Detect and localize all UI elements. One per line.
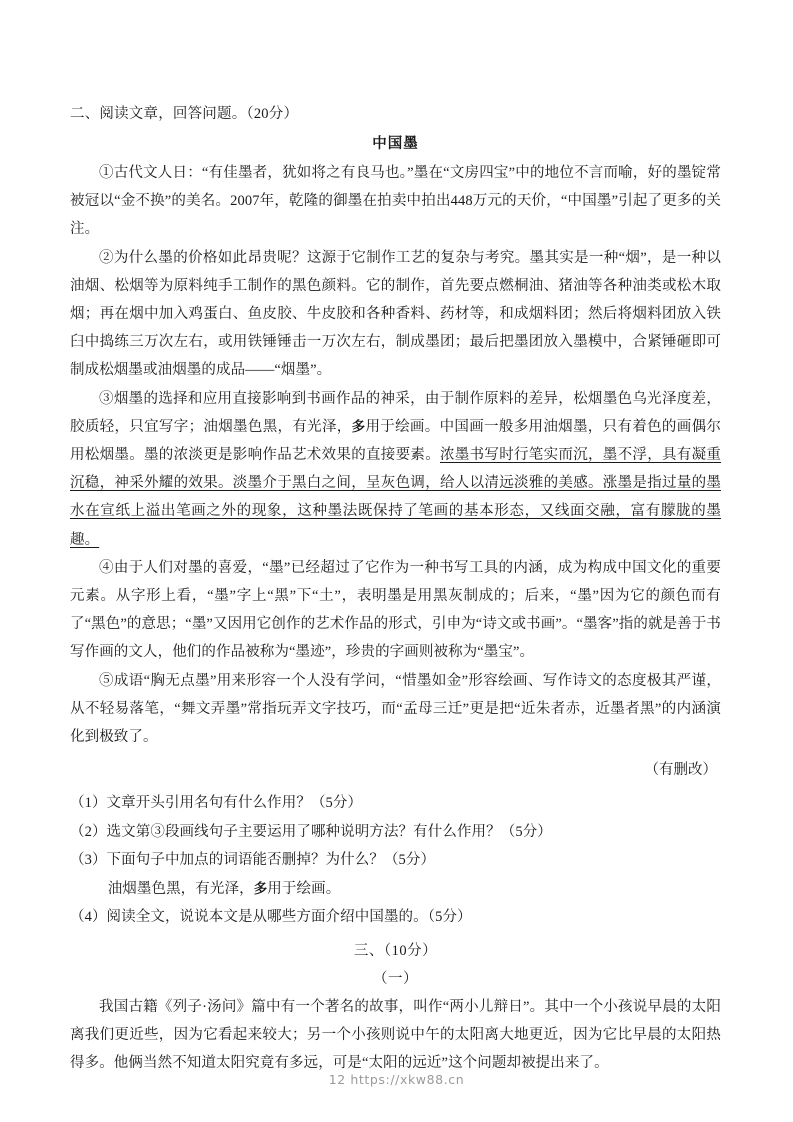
paragraph-5 (70, 667, 721, 752)
text-run: 我国古籍《列子·汤问》篇中有一个著名的故事，叫作“两小儿辩日”。其中一个小孩说早晨的太阳离我们更近些，因为它看起来较大；另一个小孩则说中午的太阳离大地更近，因为它比早晨的太阳热得多。他俩当然不知道太阳究竟有多远，可是“太阳的远近”这个问题却被提出来了。 (70, 998, 721, 1072)
text-run: ③烟墨的选择和应用直接影响到书画作品的神采，由于制作原料的差异，松烟墨色乌光泽度差，胶质轻，只宜写字；油烟墨色黑，有光泽， (70, 390, 721, 435)
underlined-sentence: 浓墨书写时行笔实而沉，墨不浮，具有凝重沉稳，神采外耀的效果。淡墨介于黑白之间，呈灰色调，给人以清远淡雅的美感。涨墨是指过量的墨水在宣纸上溢出笔画之外的现象，这种墨法既保持了笔画的基本形态，又线面交融，富有朦胧的墨趣。 (70, 447, 721, 548)
question-4: （4）阅读全文，说说本文是从哪些方面介绍中国墨的。（5分） (70, 909, 472, 926)
footer-watermark: 12 https://xkw88.cn (328, 1072, 465, 1087)
text-run: ②为什么墨的价格如此昂贵呢？这源于它制作工艺的复杂与考究。墨其实是一种“烟”，是一种以油烟、松烟等为原料纯手工制作的黑色颜料。它的制作，首先要点燃桐油、猪油等各种油类或松木取烟；再在烟中加入鸡蛋白、鱼皮胶、牛皮胶和各种香料、药材等，和成烟料团；然后将烟料团放入铁臼中捣练三万次左右，或用铁锤锤击一万次左右，制成墨团；最后把墨团放入墨模中，合紧锤砸即可制成松烟墨或油烟墨的成品——“烟墨”。 (70, 249, 721, 379)
text-run: 用于绘画。中国画一般多用油烟墨，只有着色的画偶尔用松烟墨。墨的浓淡更是影响作品艺术效果的直接要素。 (70, 418, 721, 464)
paragraph-3 (70, 385, 721, 554)
emphasized-word: 多 (253, 880, 268, 897)
question-3-quote (70, 875, 721, 904)
paragraph-2 (70, 244, 721, 385)
text-run: ④由于人们对墨的喜爱，“墨”已经超过了它作为一种书写工具的内涵，成为构成中国文化的重要元素。从字形上看，“墨”字上“黑”下“土”，表明墨是用黑灰制成的；后来，“墨”因为它的颜色而有了“黑色”的意思；“墨”又因用它创作的艺术作品的形式，引申为“诗文或书画”。“墨客”指的就是善于书写作画的文人，他们的作品被称为“墨迹”，珍贵的字画则被称为“墨宝”。 (70, 559, 721, 661)
paragraph-4 (70, 554, 721, 667)
attribution-note: （有删改） (644, 762, 717, 779)
section-three-paragraph-1 (70, 993, 721, 1078)
text-run: 油烟墨色黑，有光泽， (107, 880, 254, 897)
question-2: （2）选文第③段画线句子主要运用了哪种说明方法？有什么作用？（5分） (70, 823, 552, 840)
text-run: ①古代文人日：“有佳墨者，犹如将之有良马也。”墨在“文房四宝”中的地位不言而喻，好的墨锭常被冠以“金不换”的美名。2007年，乾隆的御墨在拍卖中拍出448万元的天价，“中国墨”引起了更多的关注。 (70, 165, 721, 238)
subsection-one-heading: （一） (373, 970, 418, 987)
section-two-heading: 二、阅读文章，回答问题。（20分） (70, 106, 299, 122)
emphasized-word: 多 (351, 418, 366, 435)
article-title: 中国墨 (372, 136, 419, 152)
question-1: （1）文章开头引用名句有什么作用？（5分） (70, 795, 363, 812)
question-3: （3）下面句子中加点的词语能否删掉？为什么？（5分） (70, 852, 436, 869)
text-run: ⑤成语“胸无点墨”用来形容一个人没有学问，“惜墨如金”形容绘画、写作诗文的态度极其严谨，从不轻易落笔，“舞文弄墨”常指玩弄文字技巧，而“孟母三迁”更是把“近朱者赤，近墨者黑”的内涵演化到极致了。 (70, 672, 721, 746)
paragraph-1 (70, 159, 721, 244)
section-three-heading: 三、（10分） (353, 942, 438, 959)
text-run: 用于绘画。 (267, 880, 341, 897)
